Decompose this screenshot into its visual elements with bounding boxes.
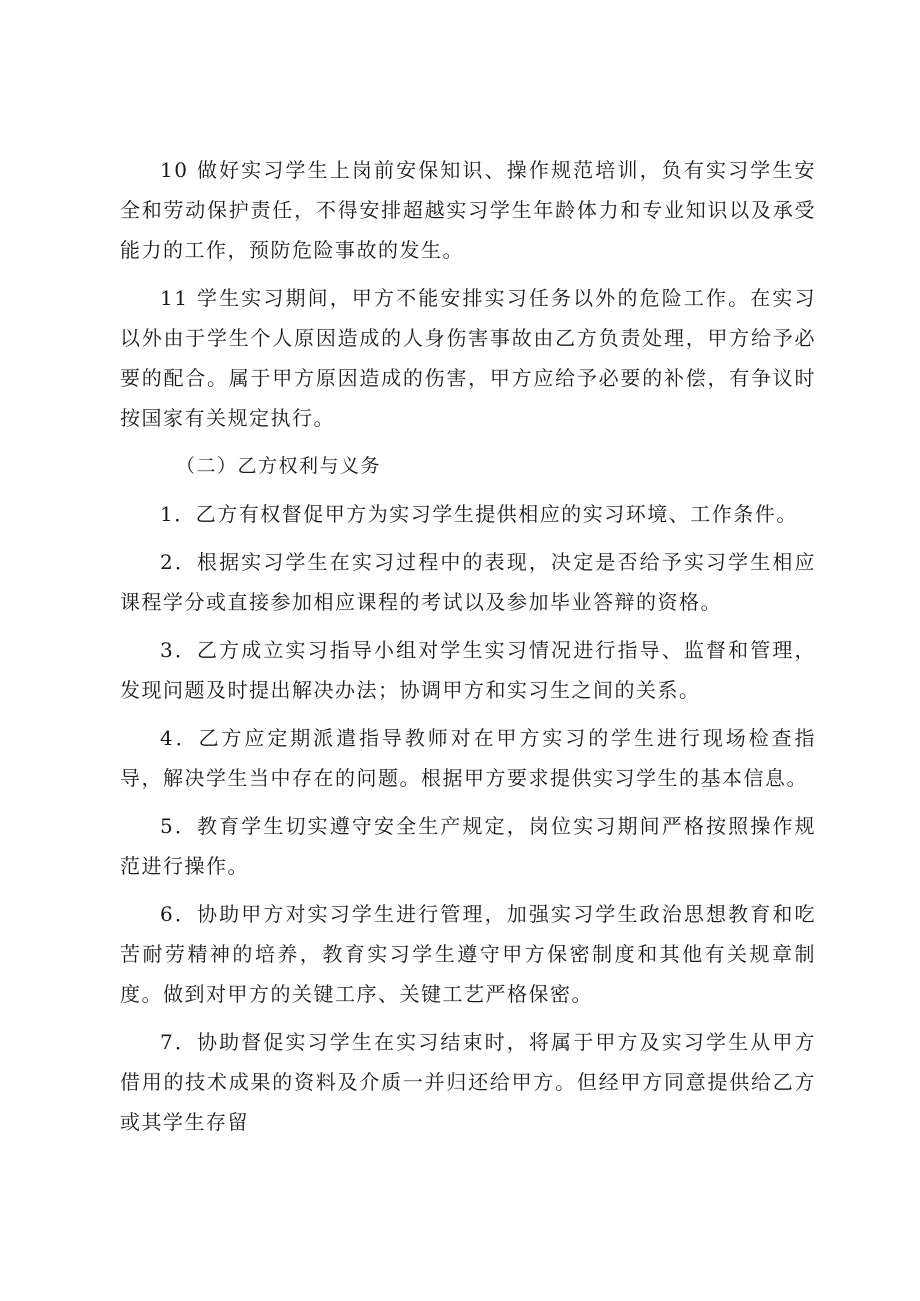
paragraph-item-7: 7．协助督促实习学生在实习结束时，将属于甲方及实习学生从甲方借用的技术成果的资料及介质一并归还给甲方。但经甲方同意提供给乙方或其学生存留	[120, 1030, 816, 1134]
paragraph-item-4: 4．乙方应定期派遣指导教师对在甲方实习的学生进行现场检查指导，解决学生当中存在的问题。根据甲方要求提供实习学生的基本信息。	[120, 726, 816, 790]
document-page	[120, 150, 816, 1150]
paragraph-item-10: 10 做好实习学生上岗前安保知识、操作规范培训，负有实习学生安全和劳动保护责任，不得安排超越实习学生年龄体力和专业知识以及承受能力的工作，预防危险事故的发生。	[120, 158, 816, 262]
paragraph-item-5: 5．教育学生切实遵守安全生产规定，岗位实习期间严格按照操作规范进行操作。	[120, 814, 816, 878]
section-heading-party-b: （二）乙方权利与义务	[176, 455, 382, 477]
paragraph-item-3: 3．乙方成立实习指导小组对学生实习情况进行指导、监督和管理，发现问题及时提出解决办法；协调甲方和实习生之间的关系。	[120, 638, 816, 702]
paragraph-item-2: 2．根据实习学生在实习过程中的表现，决定是否给予实习学生相应课程学分或直接参加相应课程的考试以及参加毕业答辩的资格。	[120, 550, 816, 614]
paragraph-item-11: 11 学生实习期间，甲方不能安排实习任务以外的危险工作。在实习以外由于学生个人原因造成的人身伤害事故由乙方负责处理，甲方给予必要的配合。属于甲方原因造成的伤害，甲方应给予必要的补偿，有争议时按国家有关规定执行。	[120, 286, 816, 430]
paragraph-item-6: 6．协助甲方对实习学生进行管理，加强实习学生政治思想教育和吃苦耐劳精神的培养，教育实习学生遵守甲方保密制度和其他有关规章制度。做到对甲方的关键工序、关键工艺严格保密。	[120, 902, 816, 1006]
paragraph-item-1: 1．乙方有权督促甲方为实习学生提供相应的实习环境、工作条件。	[160, 502, 798, 526]
